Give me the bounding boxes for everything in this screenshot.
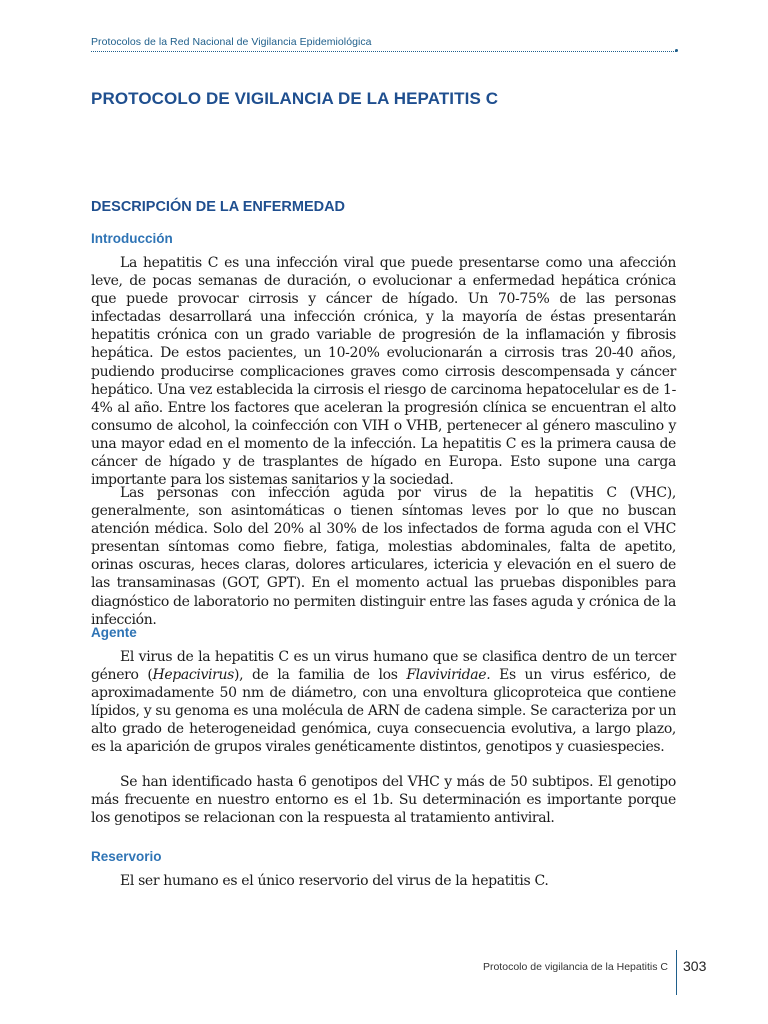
agente-text-1: El virus de la hepatitis C es un virus humano que se clasifica dentro de un tercer género ( bbox=[91, 649, 676, 684]
agente-text-2: ), de la familia de los bbox=[234, 667, 407, 684]
running-header: Protocolos de la Red Nacional de Vigilancia Epidemiológica bbox=[91, 36, 372, 48]
subheading-reservorio: Reservorio bbox=[91, 849, 162, 864]
page-number: 303 bbox=[683, 958, 707, 974]
footer-title: Protocolo de vigilancia de la Hepatitis C bbox=[482, 961, 668, 973]
section-title: DESCRIPCIÓN DE LA ENFERMEDAD bbox=[91, 199, 346, 215]
paragraph-introduccion-2: Las personas con infección aguda por virus de la hepatitis C (VHC), generalmente, son asintomáticas o tienen síntomas leves por lo que no buscan atención médica. Solo del 20% al 30% de los infectados de forma aguda con el VHC presentan síntomas como fiebre, fatiga, molestias abdominales, falta de apetito, orinas oscuras, heces claras, dolores articulares, ictericia y elevación en el suero de las transaminasas (GOT, GPT). En el momento actual las pruebas disponibles para diagnóstico de laboratorio no permiten distinguir entre las fases aguda y crónica de la infección. bbox=[91, 485, 676, 628]
document-title: PROTOCOLO DE VIGILANCIA DE LA HEPATITIS C bbox=[91, 89, 499, 108]
subheading-agente: Agente bbox=[91, 625, 137, 640]
subheading-introduccion: Introducción bbox=[91, 231, 173, 246]
paragraph-introduccion-1: La hepatitis C es una infección viral que puede presentarse como una afección leve, de pocas semanas de duración, o evolucionar a enfermedad hepática crónica que puede provocar cirrosis y cáncer de hígado. Un 70-75% de las personas infectadas desarrollará una infección crónica, y la mayoría de éstas presentarán hepatitis crónica con un grado variable de progresión de la inflamación y fibrosis hepática. De estos pacientes, un 10-20% evolucionarán a cirrosis tras 20-40 años, pudiendo producirse complicaciones graves como cirrosis descompensada y cáncer hepático. Una vez establecida la cirrosis el riesgo de carcinoma hepatocelular es de 1-4% al año. Entre los factores que aceleran la progresión clínica se encuentran el alto consumo de alcohol, la coinfección con VIH o VHB, pertenecer al género masculino y una mayor edad en el momento de la infección. La hepatitis C es la primera causa de cáncer de hígado y de trasplantes de hígado en Europa. Esto supone una carga importante para los sistemas sanitarios y la sociedad. bbox=[91, 255, 676, 489]
agente-text-3: Es un virus esférico, de aproximadamente 50 nm de diámetro, con una envoltura glicoproteica que contiene lípidos, y su genoma es una molécula de ARN de cadena simple. Se caracteriza por un alto grado de heterogeneidad genómica, cuya consecuencia evolutiva, a largo plazo, es la aparición de grupos virales genéticamente distintos, genotipos y cuasiespecies. bbox=[91, 667, 676, 756]
paragraph-agente-2: Se han identificado hasta 6 genotipos del VHC y más de 50 subtipos. El genotipo más frecuente en nuestro entorno es el 1b. Su determinación es importante porque los genotipos se relacionan con la respuesta al tratamiento antiviral. bbox=[91, 774, 676, 827]
header-rule bbox=[91, 51, 676, 52]
footer-rule bbox=[676, 950, 677, 995]
agente-family-name: Flaviviridae. bbox=[406, 667, 491, 684]
paragraph-agente-1 bbox=[91, 648, 676, 757]
agente-genus-name: Hepacivirus bbox=[152, 667, 235, 684]
paragraph-reservorio-1: El ser humano es el único reservorio del virus de la hepatitis C. bbox=[120, 873, 549, 889]
